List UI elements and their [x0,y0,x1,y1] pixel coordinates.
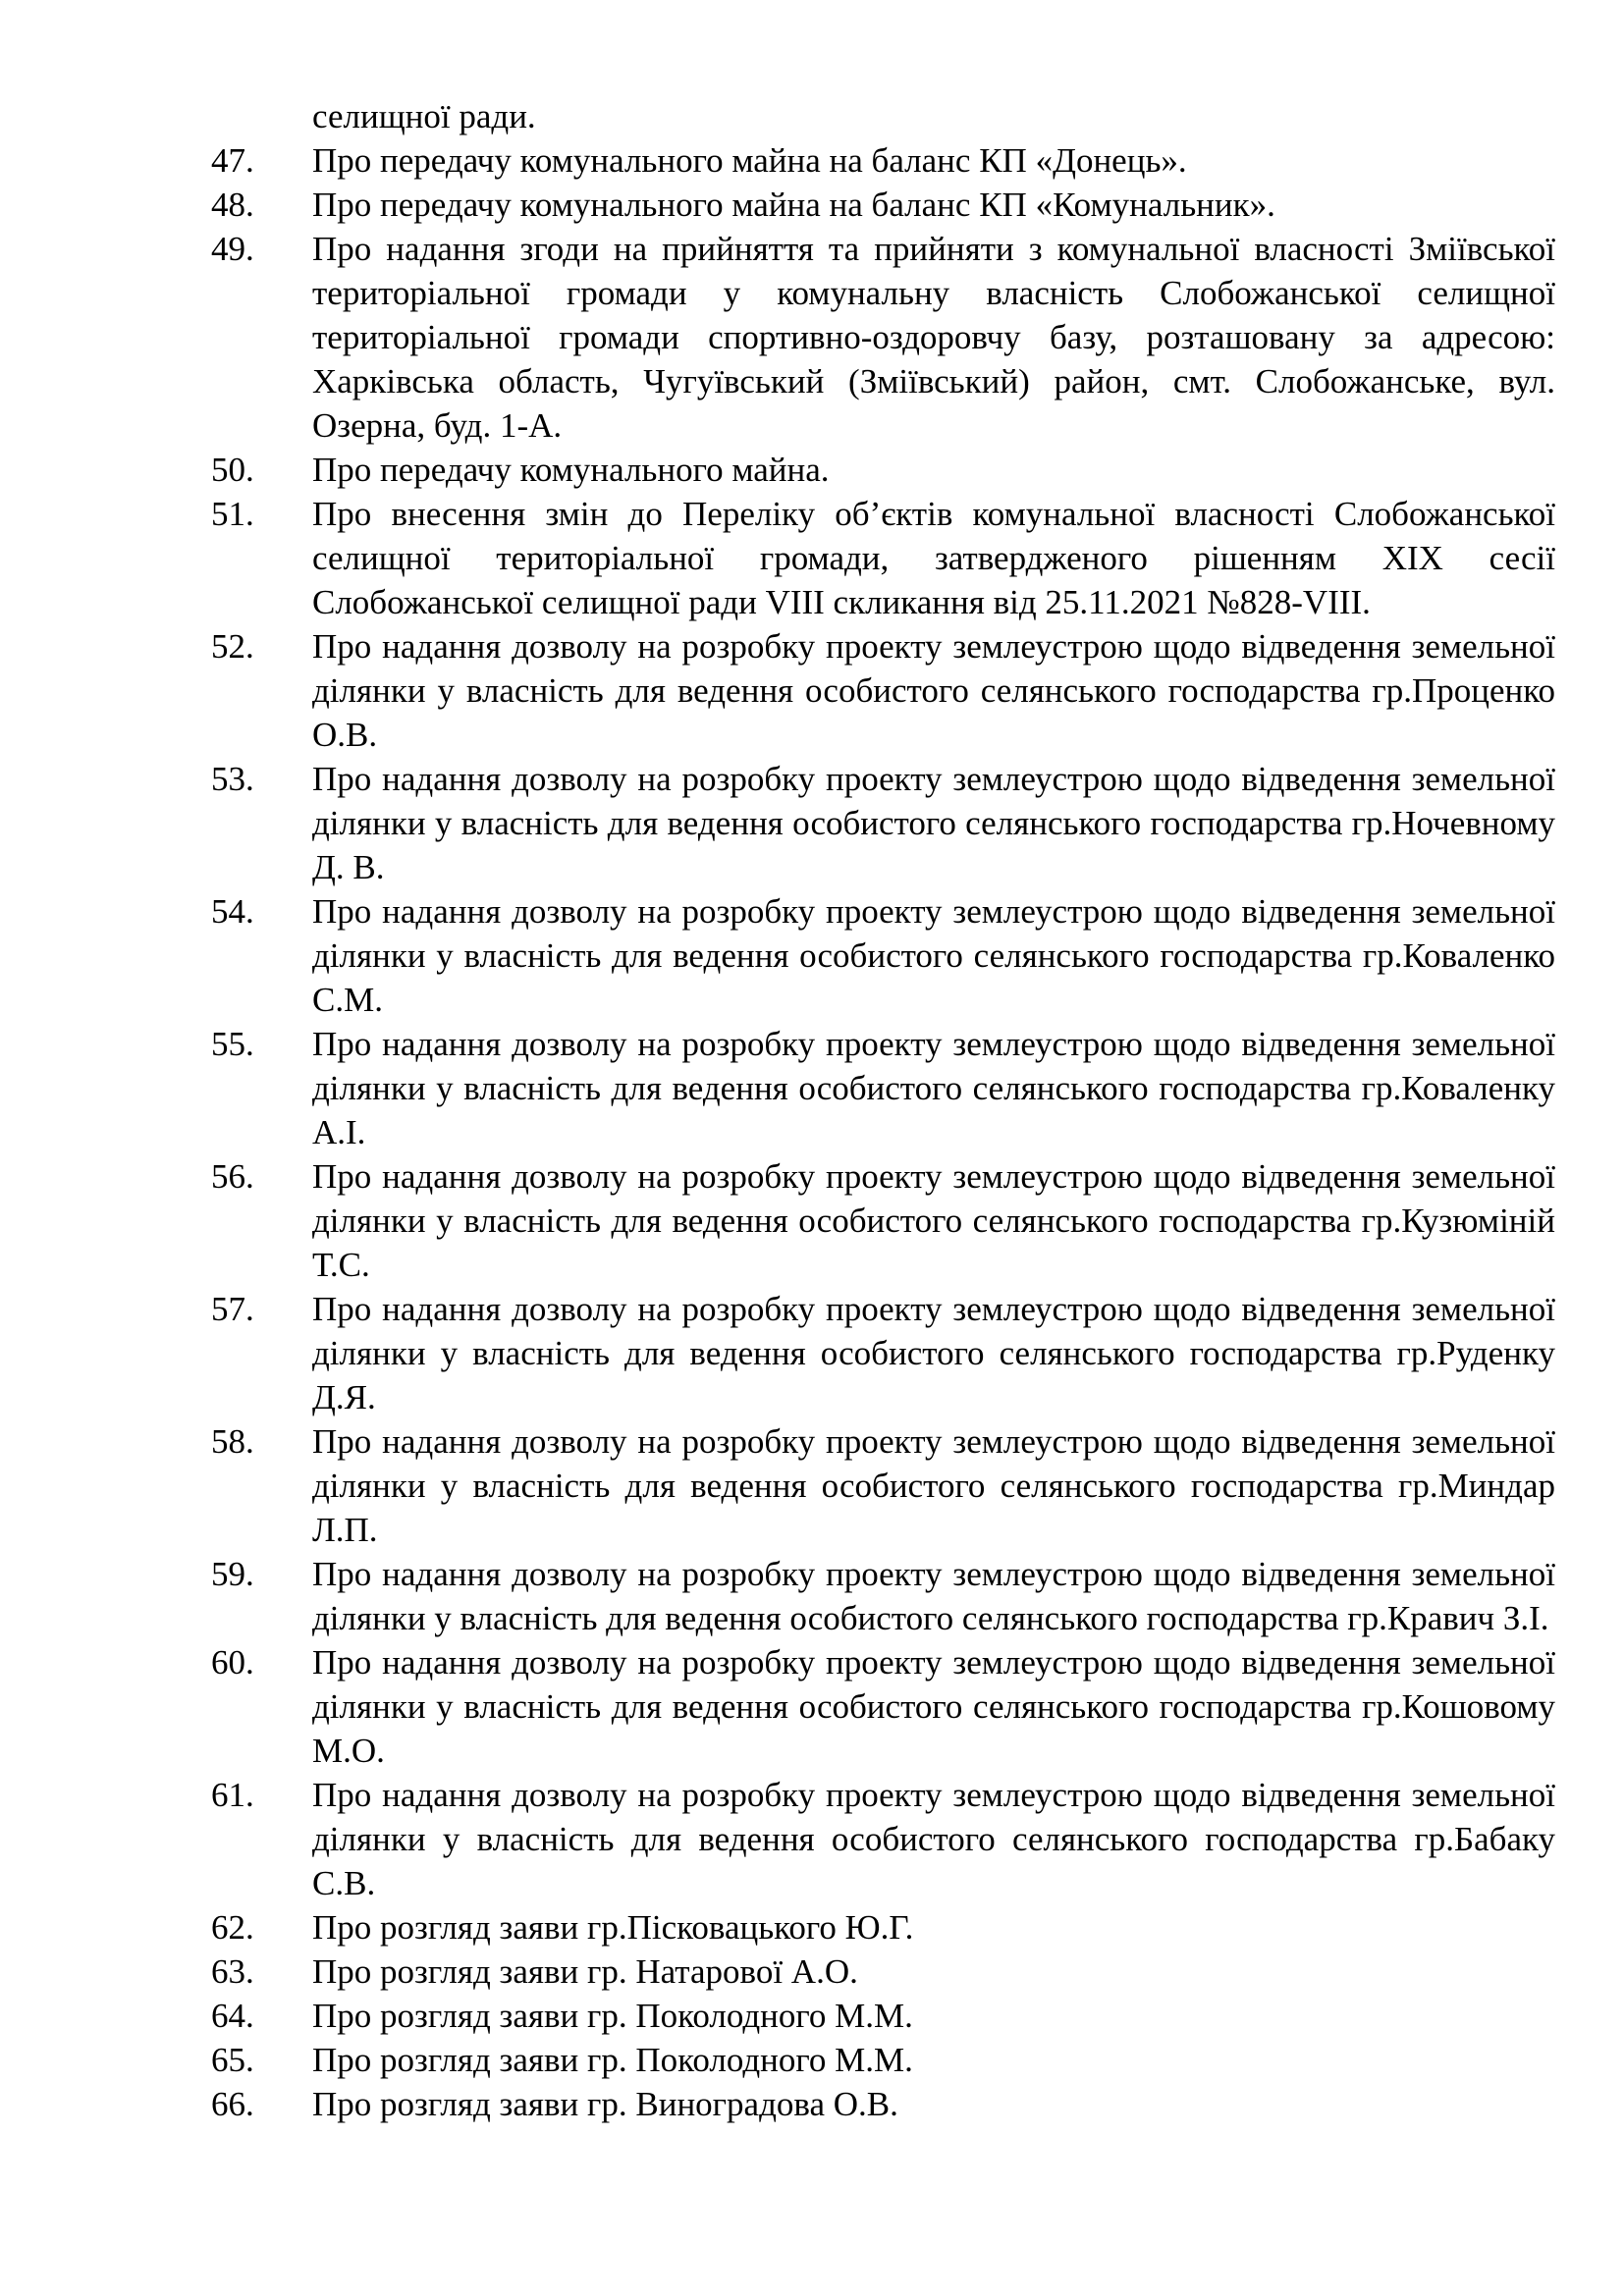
item-number: 62. [211,1908,254,1947]
item-number: 56. [211,1157,254,1196]
list-item [211,1419,1555,1552]
list-item [211,448,1555,492]
item-number: 47. [211,141,254,180]
item-number: 66. [211,2085,254,2123]
list-item [211,492,1555,624]
item-number: 53. [211,760,254,798]
item-text: Про надання дозволу на розробку проекту землеустрою щодо відведення земельної ділянки у власність для ведення особистого селянського господарства гр.Коваленко С.М. [312,892,1555,1019]
list-item [211,1640,1555,1773]
item-text: Про передачу комунального майна на баланс КП «Донець». [312,141,1187,180]
list-item [211,889,1555,1022]
item-text: Про надання дозволу на розробку проекту землеустрою щодо відведення земельної ділянки у власність для ведення особистого селянського господарства гр.Руденку Д.Я. [312,1290,1555,1416]
item-text: Про розгляд заяви гр.Пісковацького Ю.Г. [312,1908,914,1947]
item-number: 51. [211,495,254,533]
agenda-list [211,94,1555,2126]
list-item [211,2038,1555,2082]
list-item [211,183,1555,227]
list-item [211,1905,1555,1949]
item-text: Про передачу комунального майна на баланс КП «Комунальник». [312,186,1275,224]
list-item [211,1773,1555,1905]
item-text: Про розгляд заяви гр. Натарової А.О. [312,1952,858,1991]
item-text: Про надання дозволу на розробку проекту землеустрою щодо відведення земельної ділянки у власність для ведення особистого селянського господарства гр.Миндар Л.П. [312,1422,1555,1549]
item-text: Про розгляд заяви гр. Поколодного М.М. [312,2041,913,2079]
item-text: Про передачу комунального майна. [312,451,830,489]
list-item [211,1949,1555,1994]
list-item [211,1154,1555,1287]
item-text: Про надання дозволу на розробку проекту землеустрою щодо відведення земельної ділянки у власність для ведення особистого селянського господарства гр.Бабаку С.В. [312,1776,1555,1902]
list-item [211,1994,1555,2038]
item-text: Про надання дозволу на розробку проекту землеустрою щодо відведення земельної ділянки у власність для ведення особистого селянського господарства гр.Кравич З.І. [312,1555,1555,1637]
item-number: 65. [211,2041,254,2079]
item-number: 57. [211,1290,254,1328]
item-number: 63. [211,1952,254,1991]
item-number: 59. [211,1555,254,1593]
item-text: Про внесення змін до Переліку об’єктів комунальної власності Слобожанської селищної територіальної громади, затвердженого рішенням XIX сесії Слобожанської селищної ради VIII скликання від 25.11.2021 №828-VIII. [312,495,1555,621]
list-item [211,227,1555,448]
item-text: Про розгляд заяви гр. Поколодного М.М. [312,1997,913,2035]
item-number: 61. [211,1776,254,1814]
item-text: Про надання дозволу на розробку проекту землеустрою щодо відведення земельної ділянки у власність для ведення особистого селянського господарства гр.Коваленку А.І. [312,1025,1555,1151]
item-number: 49. [211,230,254,268]
continuation-text: селищної ради. [312,97,536,135]
item-number: 55. [211,1025,254,1063]
item-number: 58. [211,1422,254,1461]
list-item [211,624,1555,757]
item-text: Про розгляд заяви гр. Виноградова О.В. [312,2085,898,2123]
item-text: Про надання дозволу на розробку проекту землеустрою щодо відведення земельної ділянки у власність для ведення особистого селянського господарства гр.Кузюміній Т.С. [312,1157,1555,1284]
list-item [211,1022,1555,1154]
list-item [211,1287,1555,1419]
item-number: 48. [211,186,254,224]
list-item [211,2082,1555,2126]
item-number: 50. [211,451,254,489]
item-text: Про надання дозволу на розробку проекту землеустрою щодо відведення земельної ділянки у власність для ведення особистого селянського господарства гр.Ночевному Д. В. [312,760,1555,886]
item-text: Про надання дозволу на розробку проекту землеустрою щодо відведення земельної ділянки у власність для ведення особистого селянського господарства гр.Проценко О.В. [312,627,1555,754]
item-number: 52. [211,627,254,666]
list-item [211,757,1555,889]
item-text: Про надання дозволу на розробку проекту землеустрою щодо відведення земельної ділянки у власність для ведення особистого селянського господарства гр.Кошовому М.О. [312,1643,1555,1770]
list-item [211,138,1555,183]
item-number: 60. [211,1643,254,1682]
list-item [211,1552,1555,1640]
item-number: 64. [211,1997,254,2035]
item-number: 54. [211,892,254,931]
item-text: Про надання згоди на прийняття та прийняти з комунальної власності Зміївської територіальної громади у комунальну власність Слобожанської селищної територіальної громади спортивно-оздоровчу базу, розташовану за адресою: Харківська область, Чугуївський (Зміївський) район, смт. Слобожанське, вул. Озерна, буд. 1-А. [312,230,1555,445]
